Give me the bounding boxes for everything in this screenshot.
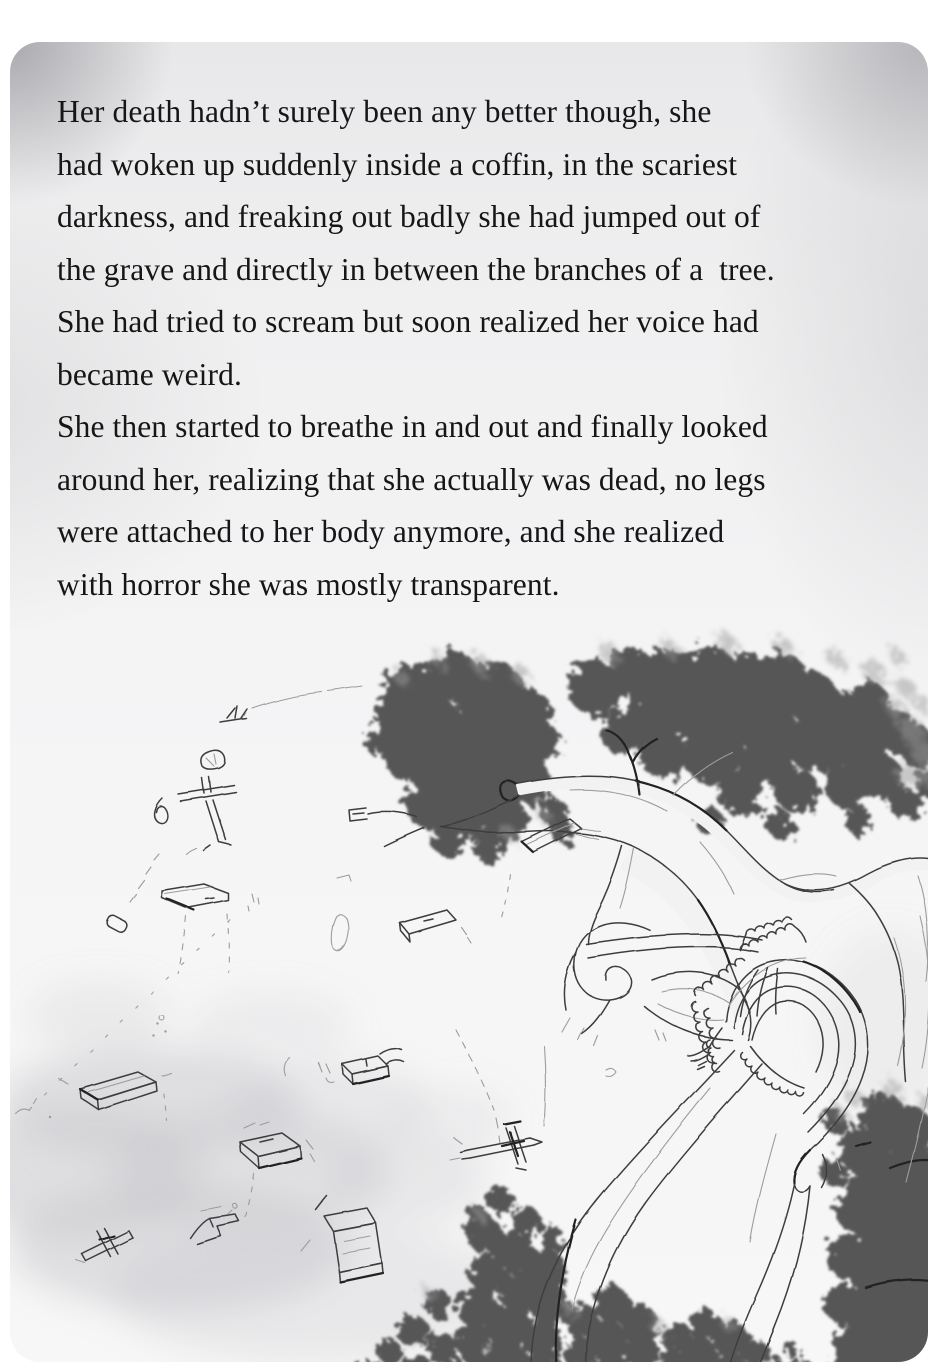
bracket-marker-sketch xyxy=(349,808,367,821)
story-line: became weird. xyxy=(57,356,242,392)
story-line: were attached to her body anymore, and she realized xyxy=(57,514,725,549)
foliage-speckles xyxy=(394,634,928,1334)
tree-branch xyxy=(368,776,928,1082)
coffin-lid-sketch xyxy=(162,884,259,974)
ghost-girl xyxy=(562,917,868,1362)
small-stone-sketch xyxy=(105,914,128,934)
tree-twig xyxy=(606,730,732,795)
fallen-cross-sketch xyxy=(450,1121,542,1170)
coffin-sketch xyxy=(59,1072,171,1120)
hanging-strands xyxy=(456,916,928,1362)
story-line: She had tried to scream but soon realized her voice had xyxy=(57,304,759,339)
foliage-cluster xyxy=(364,652,574,862)
fallen-cross-sketch xyxy=(76,1228,133,1263)
squiggle-mark xyxy=(154,798,167,823)
sketch-linework xyxy=(16,686,928,1362)
story-line: darkness, and freaking out badly she had jumped out of xyxy=(57,199,761,234)
story-line: the grave and directly in between the branches of a tree. xyxy=(57,251,775,287)
girl-dress-frills xyxy=(692,917,806,1097)
story-line: Her death hadn’t surely been any better though, she xyxy=(57,94,712,129)
coffin-sketch xyxy=(502,819,600,918)
scattered-marks xyxy=(16,854,351,1118)
coffin-sketch xyxy=(301,1196,383,1282)
grave-markers xyxy=(59,686,600,1282)
fog-layer xyxy=(10,932,928,1362)
story-text xyxy=(57,86,893,611)
story-line: had woken up suddenly inside a coffin, in the scariest xyxy=(57,146,738,182)
foliage-cluster xyxy=(358,1186,816,1362)
foliage-cluster xyxy=(568,646,928,838)
headstone-sketch xyxy=(331,914,348,951)
rock-sketch xyxy=(201,750,225,769)
coffin-sketch xyxy=(400,910,471,943)
story-line: She then started to breathe in and out and finally looked xyxy=(57,409,768,444)
girl-hair xyxy=(726,958,868,1362)
coffin-sketch xyxy=(240,1122,314,1222)
broken-slab-sketch xyxy=(190,1204,239,1244)
girl-body xyxy=(644,972,840,1188)
story-line: with horror she was mostly transparent. xyxy=(57,566,560,602)
foliage-cluster xyxy=(820,1092,928,1362)
grass-tuft-sketch xyxy=(220,686,362,722)
coffin-sketch xyxy=(318,1049,404,1084)
grave-cross-sketch xyxy=(178,777,236,854)
story-line: around her, realizing that she actually was dead, no legs xyxy=(57,461,766,497)
comic-page xyxy=(10,42,928,1362)
tree-foliage xyxy=(358,646,928,1362)
support-branch xyxy=(562,922,762,1076)
